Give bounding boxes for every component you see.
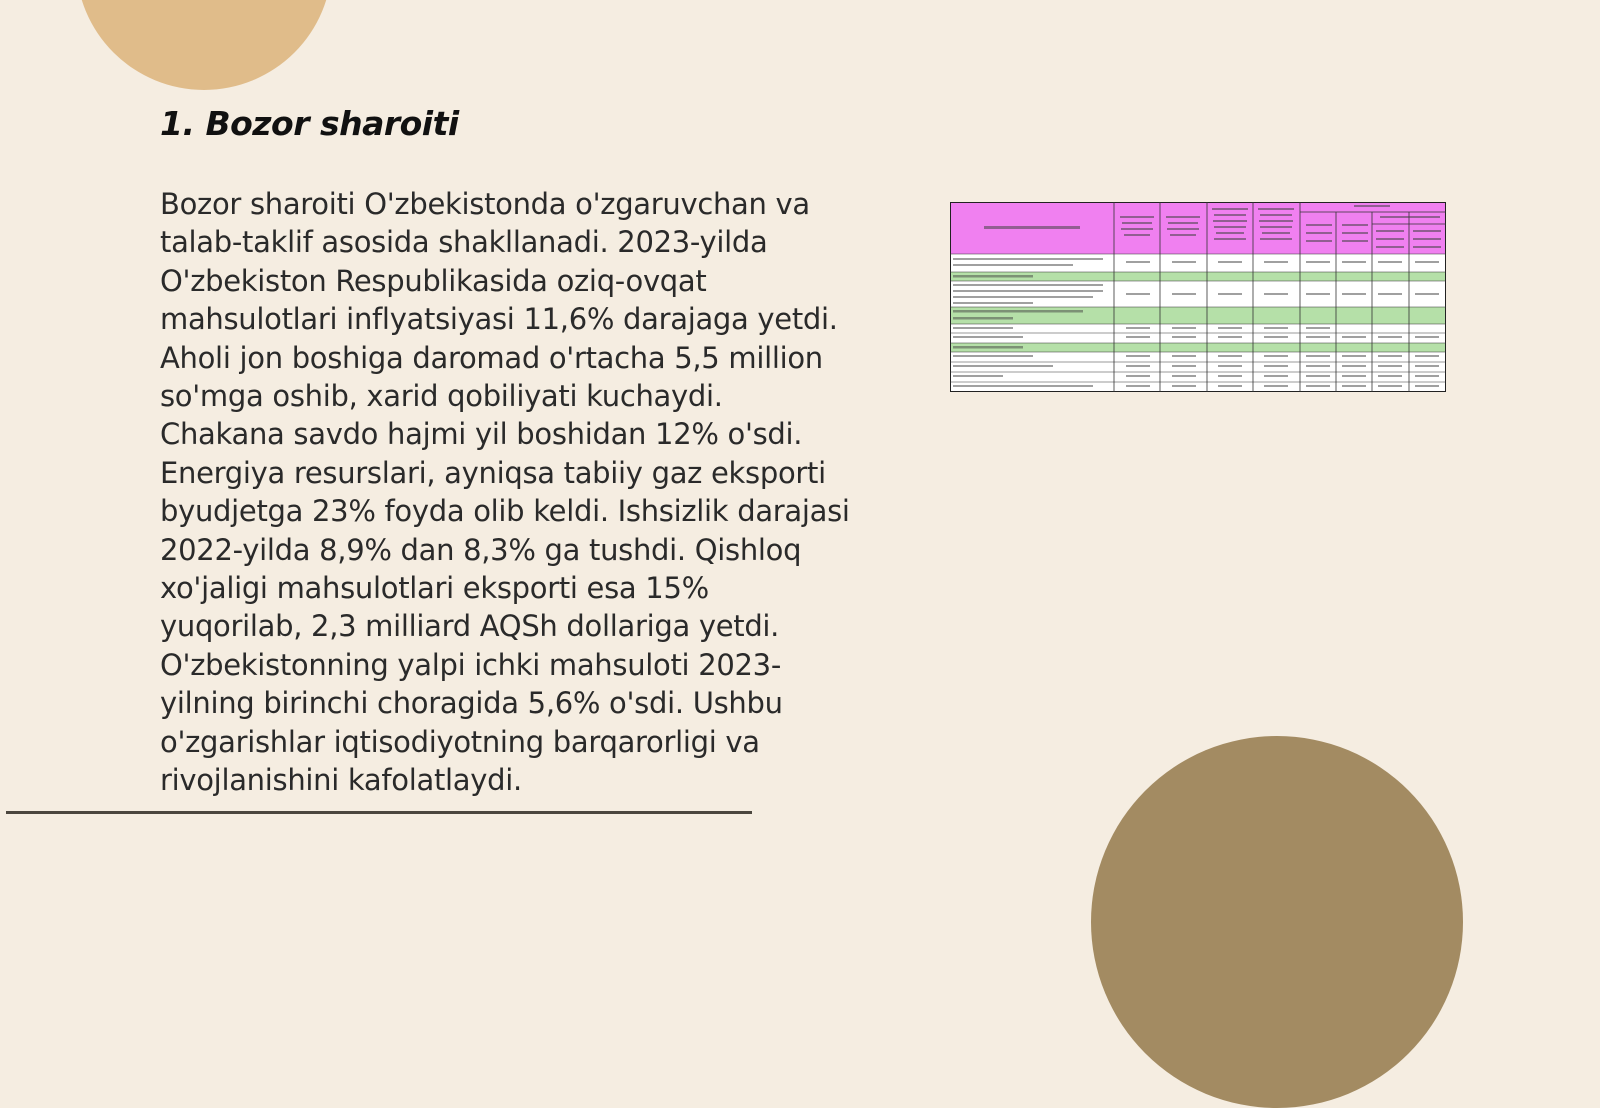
decorative-circle-bottom (1091, 736, 1463, 1108)
divider-line (6, 811, 752, 814)
statistics-table-image (950, 202, 1446, 392)
slide-title: 1. Bozor sharoiti (160, 104, 459, 143)
slide-body-text: Bozor sharoiti O'zbekistonda o'zgaruvchan va talab-taklif asosida shakllanadi. 2023-yilda O'zbekiston Respublikasida oziq-ovqat mahsulotlari inflyatsiyasi 11,6% darajaga yetdi. Aholi jon boshiga daromad o'rtacha 5,5 million so'mga oshib, xarid qobiliyati kuchaydi. Chakana savdo hajmi yil boshidan 12% o'sdi. Energiya resurslari, ayniqsa tabiiy gaz eksporti byudjetga 23% foyda olib keldi. Ishsizlik darajasi 2022-yilda 8,9% dan 8,3% ga tushdi. Qishloq xo'jaligi mahsulotlari eksporti esa 15% yuqorilab, 2,3 milliard AQSh dollariga yetdi. O'zbekistonning yalpi ichki mahsuloti 2023-yilning birinchi choragida 5,6% o'sdi. Ushbu o'zgarishlar iqtisodiyotning barqarorligi va rivojlanishini kafolatlaydi. (160, 187, 850, 798)
decorative-circle-top (76, 0, 332, 90)
